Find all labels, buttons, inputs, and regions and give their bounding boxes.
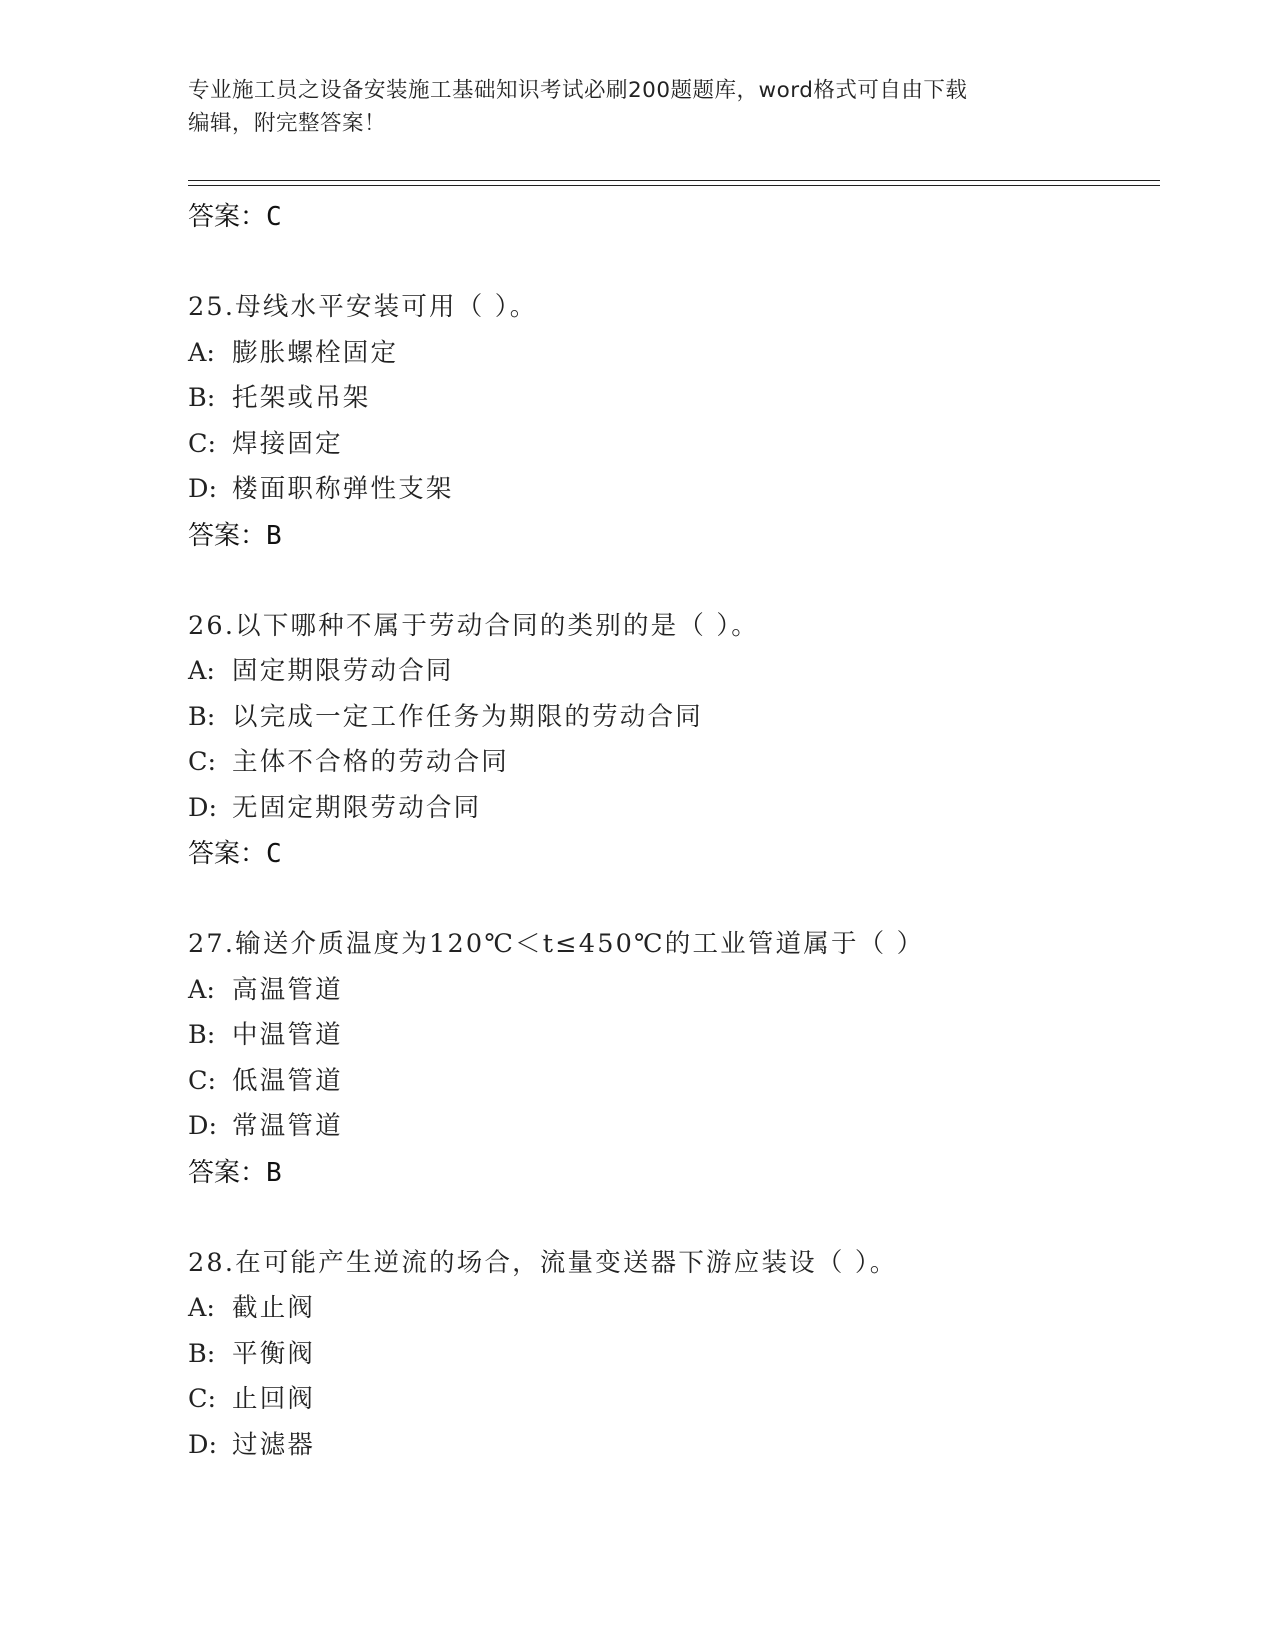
option-label: B: <box>188 701 216 732</box>
question-title: 25.母线水平安装可用（ ）。 <box>188 292 538 322</box>
option-a <box>188 649 1160 695</box>
question-list <box>188 194 1160 1468</box>
question-25 <box>188 285 1160 559</box>
option-label: D: <box>188 1429 218 1460</box>
option-text: 截止阀 <box>232 1293 316 1323</box>
question-28 <box>188 1241 1160 1469</box>
answer-label: 答案： <box>188 202 267 232</box>
option-label: D: <box>188 1111 218 1141</box>
option-label: D: <box>188 792 218 823</box>
question-26 <box>188 604 1160 878</box>
option-text: 膨胀螺栓固定 <box>232 337 399 368</box>
question-title: 26.以下哪种不属于劳动合同的类别的是（ ）。 <box>188 610 760 641</box>
header-line-1: 专业施工员之设备安装施工基础知识考试必刷200题题库，word格式可自由下载 <box>188 78 968 103</box>
option-label: A: <box>188 337 216 368</box>
option-text: 主体不合格的劳动合同 <box>232 747 510 777</box>
option-a <box>188 1286 1160 1332</box>
header-line-2: 编辑，附完整答案！ <box>188 111 387 136</box>
option-label: A: <box>188 974 216 1005</box>
option-d <box>188 467 1160 513</box>
answer-line <box>188 831 1160 877</box>
option-text: 焊接固定 <box>232 428 343 459</box>
option-text: 固定期限劳动合同 <box>232 656 454 686</box>
option-text: 楼面职称弹性支架 <box>232 474 454 504</box>
header-divider-bottom <box>188 185 1160 186</box>
option-label: A: <box>188 1293 216 1323</box>
option-c <box>188 1059 1160 1105</box>
option-label: C: <box>188 1065 217 1096</box>
question-27 <box>188 922 1160 1196</box>
answer-value: C <box>266 202 282 232</box>
question-title: 28.在可能产生逆流的场合，流量变送器下游应装设（ ）。 <box>188 1247 898 1278</box>
option-b <box>188 376 1160 422</box>
option-b <box>188 1013 1160 1059</box>
option-text: 平衡阀 <box>232 1338 316 1369</box>
document-header <box>188 74 1088 140</box>
option-text: 托架或吊架 <box>232 383 371 413</box>
option-d <box>188 786 1160 832</box>
answer-value: C <box>266 839 282 869</box>
option-b <box>188 695 1160 741</box>
option-text: 中温管道 <box>232 1020 343 1050</box>
answer-label: 答案： <box>188 839 267 869</box>
option-label: D: <box>188 474 218 504</box>
answer-line <box>188 1150 1160 1196</box>
answer-label: 答案： <box>188 520 267 551</box>
answer-value: B <box>266 1157 282 1188</box>
option-text: 止回阀 <box>232 1384 316 1414</box>
option-d <box>188 1104 1160 1150</box>
option-a <box>188 331 1160 377</box>
option-c <box>188 740 1160 786</box>
option-label: C: <box>188 428 217 459</box>
option-b <box>188 1332 1160 1378</box>
option-c <box>188 1377 1160 1423</box>
answer-line <box>188 513 1160 559</box>
option-label: C: <box>188 1384 217 1414</box>
option-text: 无固定期限劳动合同 <box>232 792 482 823</box>
header-divider-top <box>188 180 1160 181</box>
option-label: B: <box>188 1020 216 1050</box>
option-text: 高温管道 <box>232 974 343 1005</box>
option-label: B: <box>188 1338 216 1369</box>
option-text: 常温管道 <box>232 1111 343 1141</box>
option-c <box>188 422 1160 468</box>
answer-label: 答案： <box>188 1157 267 1188</box>
option-label: A: <box>188 656 216 686</box>
option-label: C: <box>188 747 217 777</box>
answer-line <box>188 194 1160 240</box>
option-text: 低温管道 <box>232 1065 343 1096</box>
option-label: B: <box>188 383 216 413</box>
answer-value: B <box>266 520 282 551</box>
option-a <box>188 968 1160 1014</box>
option-text: 以完成一定工作任务为期限的劳动合同 <box>232 701 703 732</box>
option-d <box>188 1423 1160 1469</box>
option-text: 过滤器 <box>232 1429 316 1460</box>
question-title: 27.输送介质温度为120℃＜t≤450℃的工业管道属于（ ） <box>188 929 925 959</box>
